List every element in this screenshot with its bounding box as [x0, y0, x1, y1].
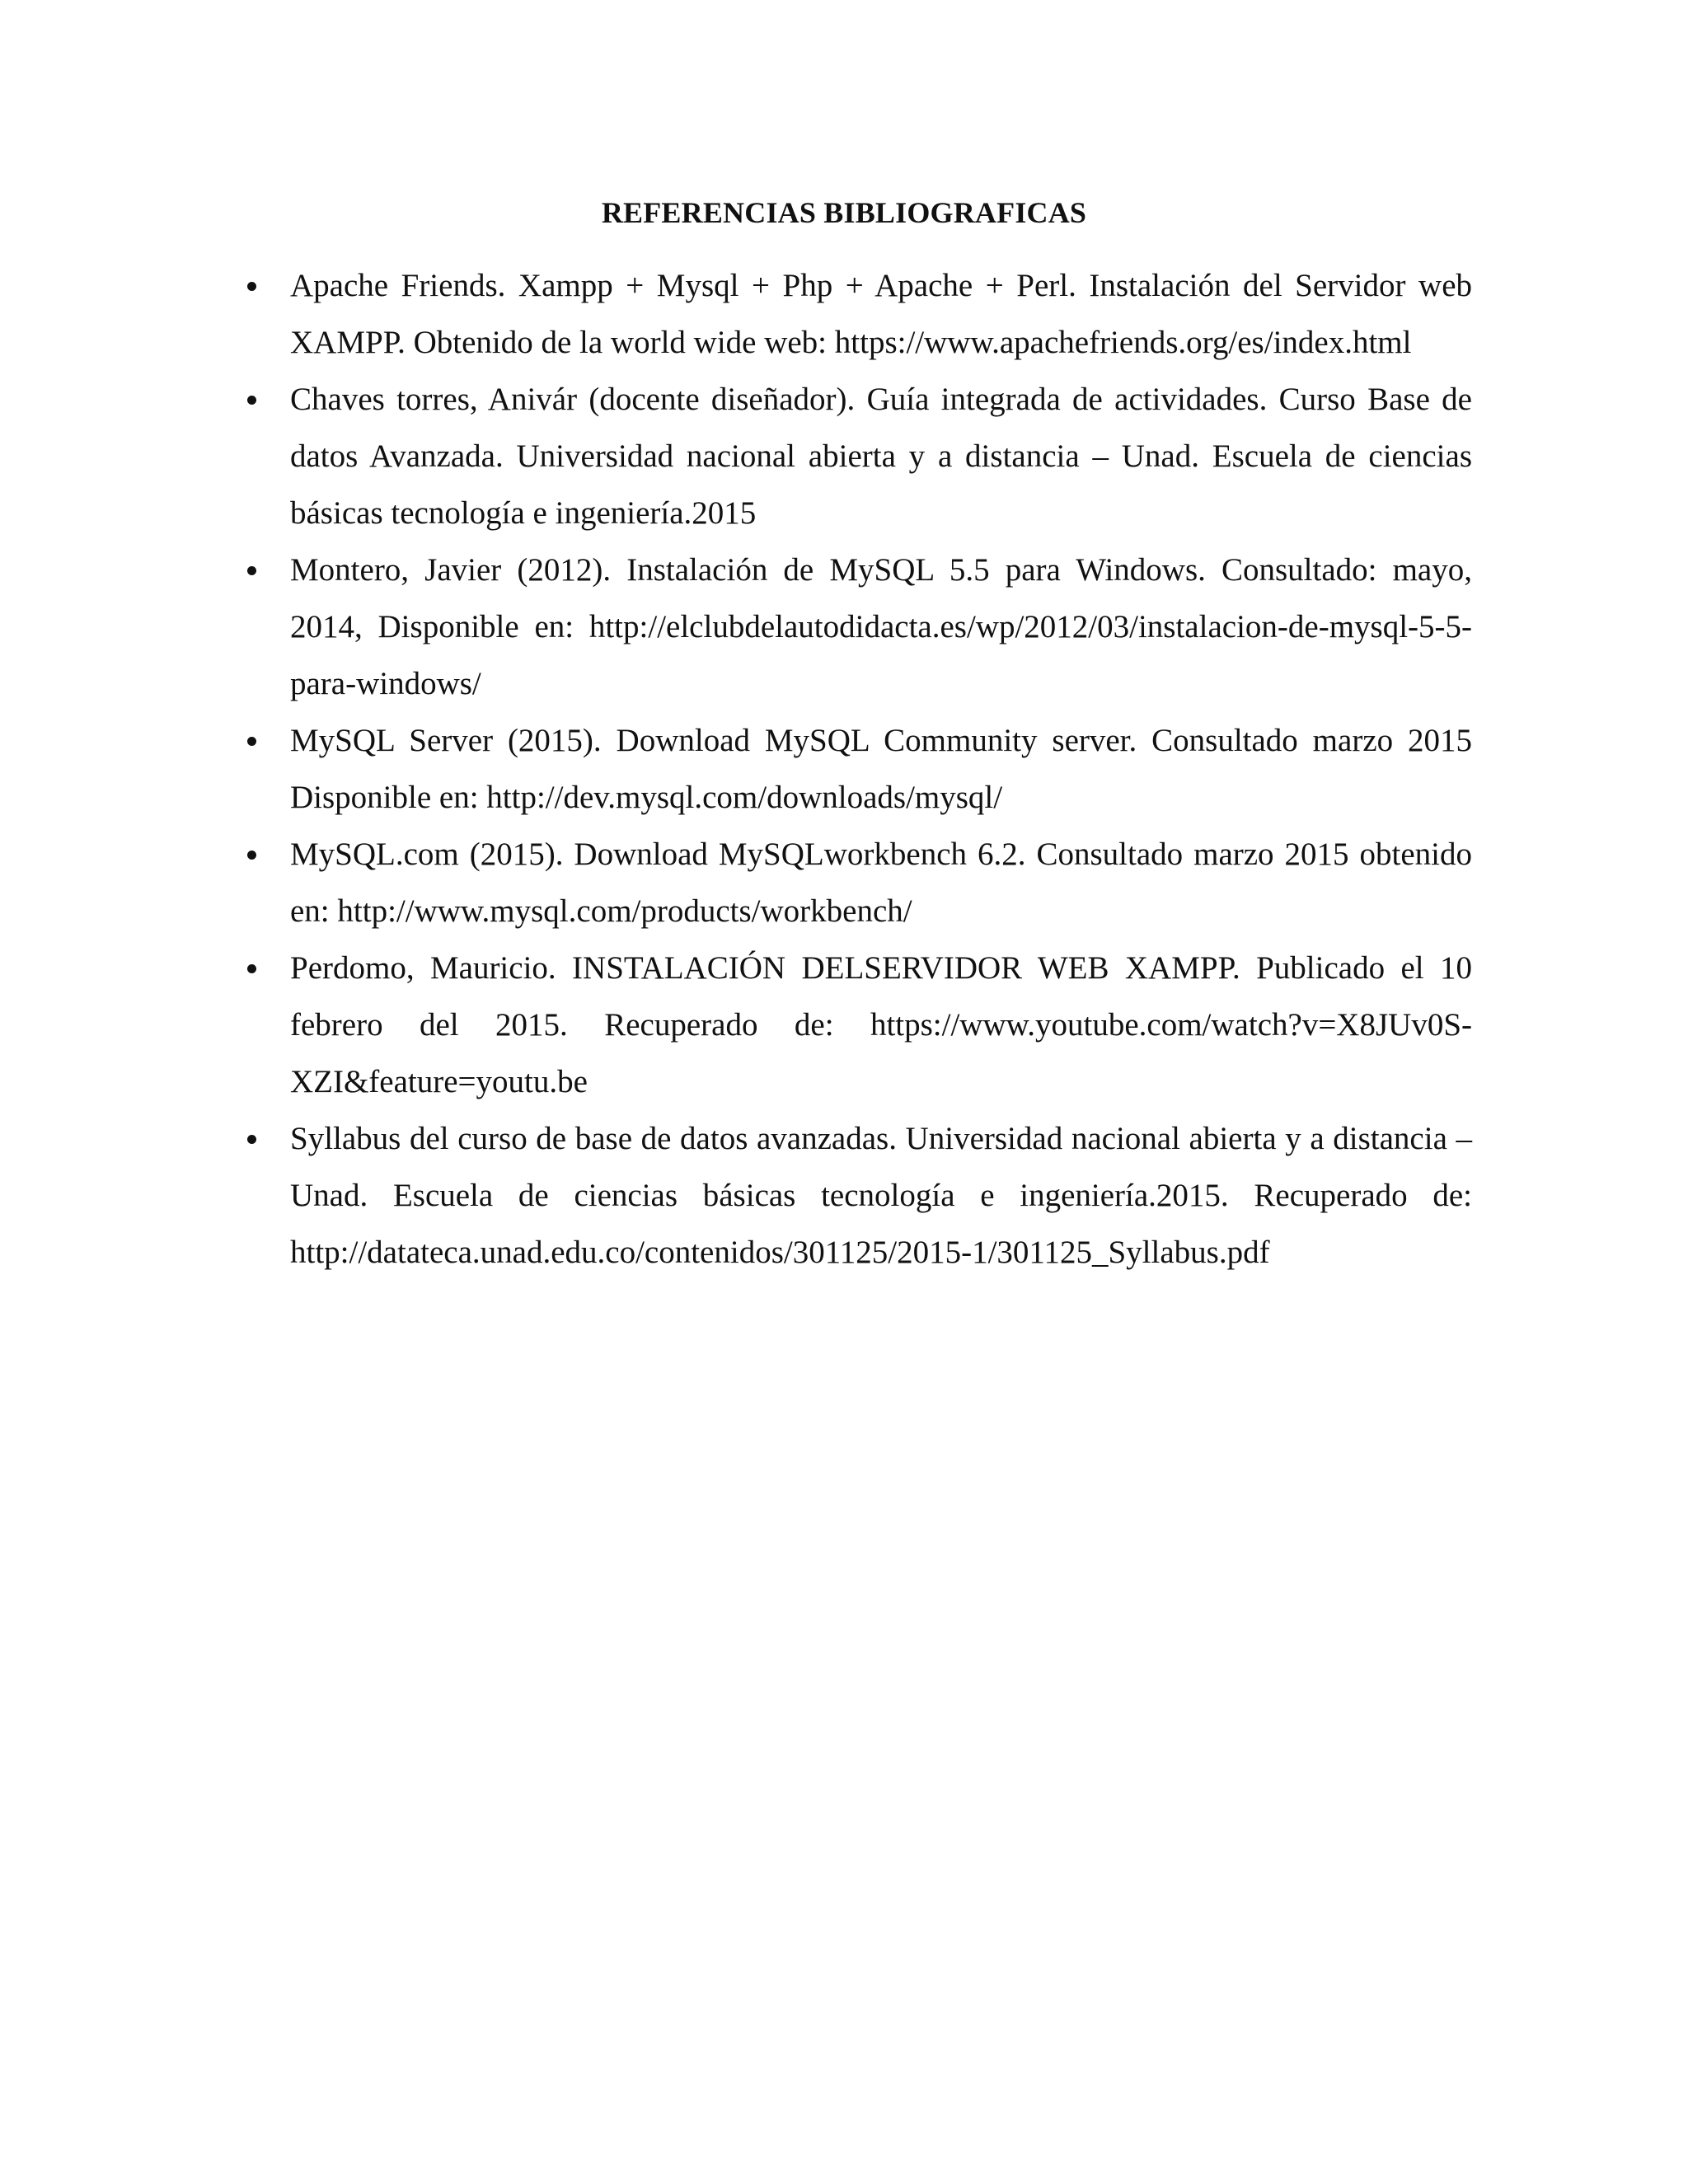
reference-list	[290, 257, 1472, 1281]
bullet-icon	[247, 851, 256, 860]
reference-item	[290, 371, 1472, 541]
reference-item	[290, 712, 1472, 826]
reference-item	[290, 826, 1472, 940]
reference-text: MySQL.com (2015). Download MySQLworkbench 6.2. Consultado marzo 2015 obtenido en: http://www.mysql.com/products/workbench/	[290, 837, 1472, 929]
reference-text: MySQL Server (2015). Download MySQL Community server. Consultado marzo 2015 Disponible en: http://dev.mysql.com/downloads/mysql/	[290, 723, 1472, 815]
reference-text: Chaves torres, Anivár (docente diseñador). Guía integrada de actividades. Curso Base de datos Avanzada. Universidad nacional abierta y a distancia – Unad. Escuela de ciencias básicas tecnología e ingeniería.2015	[290, 382, 1472, 531]
reference-item	[290, 541, 1472, 712]
page-title: REFERENCIAS BIBLIOGRAFICAS	[601, 196, 1087, 229]
reference-text: Syllabus del curso de base de datos avanzadas. Universidad nacional abierta y a distancia – Unad. Escuela de ciencias básicas tecnología e ingeniería.2015. Recuperado de: http://datateca.unad.edu.co/contenidos/301125/2015-1/301125_Syllabus.pdf	[290, 1121, 1472, 1270]
bullet-icon	[247, 396, 256, 405]
bullet-icon	[247, 282, 256, 291]
reference-text: Montero, Javier (2012). Instalación de MySQL 5.5 para Windows. Consultado: mayo, 2014, Disponible en: http://elclubdelautodidacta.es/wp/2012/03/instalacion-de-mysql-5-5-para-windows/	[290, 552, 1472, 701]
reference-text: Apache Friends. Xampp + Mysql + Php + Apache + Perl. Instalación del Servidor web XAMPP. Obtenido de la world wide web: https://www.apachefriends.org/es/index.html	[290, 268, 1472, 360]
reference-item	[290, 940, 1472, 1110]
reference-text: Perdomo, Mauricio. INSTALACIÓN DELSERVIDOR WEB XAMPP. Publicado el 10 febrero del 2015. Recuperado de: https://www.youtube.com/watch?v=X8JUv0S-XZI&feature=youtu.be	[290, 950, 1472, 1099]
bullet-icon	[247, 737, 256, 746]
bullet-icon	[247, 1135, 256, 1144]
bullet-icon	[247, 964, 256, 973]
reference-item	[290, 257, 1472, 371]
bullet-icon	[247, 566, 256, 575]
reference-item	[290, 1110, 1472, 1281]
